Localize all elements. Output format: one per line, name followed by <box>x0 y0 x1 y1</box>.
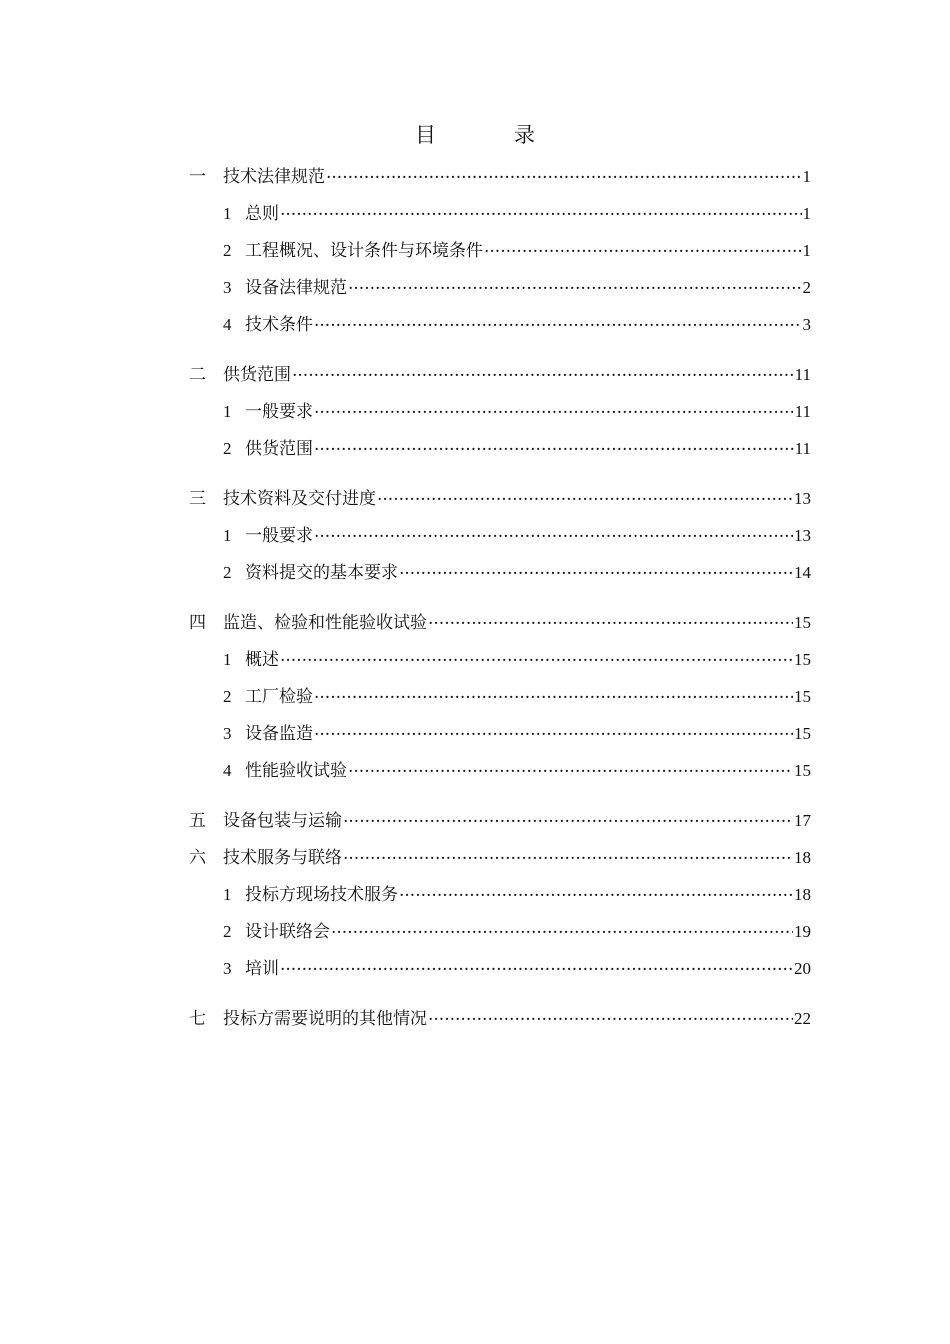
toc-entry-page: 15 <box>794 613 811 632</box>
toc-entry-label: 一般要求 <box>245 402 313 422</box>
toc-entry[interactable] <box>189 913 811 950</box>
toc-leader-dots <box>377 487 793 504</box>
toc-entry-number: 3 <box>223 724 232 743</box>
toc-entry-label: 供货范围 <box>245 439 313 459</box>
toc-entry-number: 四 <box>189 613 206 632</box>
toc-entry-number: 六 <box>189 848 206 867</box>
toc-entry-number: 三 <box>189 489 206 508</box>
toc-entry-label: 工程概况、设计条件与环境条件 <box>245 241 483 261</box>
toc-leader-dots <box>348 759 793 776</box>
toc-entry[interactable] <box>189 517 811 554</box>
toc-entry[interactable] <box>189 802 811 839</box>
toc-leader-dots <box>399 561 793 578</box>
toc-entry[interactable] <box>189 839 811 876</box>
toc-title <box>0 120 950 150</box>
toc-entry-page: 13 <box>794 489 811 508</box>
toc-entry-page: 19 <box>794 922 811 941</box>
toc-entry-label: 技术法律规范 <box>223 167 325 187</box>
toc-entry-label: 设备法律规范 <box>245 278 347 298</box>
toc-entry-page: 11 <box>794 365 811 384</box>
toc-entry-page: 22 <box>794 1009 811 1028</box>
toc-entry-label: 监造、检验和性能验收试验 <box>223 613 427 633</box>
toc-leader-dots <box>326 165 802 182</box>
toc-entry-page: 18 <box>794 848 811 867</box>
table-of-contents <box>189 158 811 1037</box>
toc-leader-dots <box>314 685 793 702</box>
toc-leader-dots <box>280 957 793 974</box>
toc-entry-page: 15 <box>794 650 811 669</box>
toc-entry-label: 培训 <box>245 959 279 979</box>
toc-entry[interactable] <box>189 876 811 913</box>
toc-entry[interactable] <box>189 430 811 467</box>
toc-entry-number: 2 <box>223 241 232 260</box>
toc-entry-label: 供货范围 <box>223 365 291 385</box>
toc-entry-number: 3 <box>223 278 232 297</box>
toc-entry-page: 15 <box>794 724 811 743</box>
toc-entry-label: 技术服务与联络 <box>223 848 342 868</box>
toc-entry[interactable] <box>189 480 811 517</box>
toc-entry-page: 3 <box>802 315 811 334</box>
toc-entry-label: 总则 <box>245 204 279 224</box>
toc-entry[interactable] <box>189 306 811 343</box>
toc-entry-number: 七 <box>189 1009 206 1028</box>
toc-entry[interactable] <box>189 393 811 430</box>
toc-entry-page: 1 <box>802 167 811 186</box>
toc-entry-label: 设计联络会 <box>245 922 330 942</box>
toc-entry[interactable] <box>189 678 811 715</box>
toc-entry[interactable] <box>189 158 811 195</box>
toc-entry-number: 4 <box>223 761 232 780</box>
toc-entry-page: 13 <box>794 526 811 545</box>
toc-entry-number: 2 <box>223 439 232 458</box>
toc-entry-page: 2 <box>802 278 811 297</box>
toc-leader-dots <box>343 809 793 826</box>
toc-entry-number: 1 <box>223 650 232 669</box>
toc-entry-label: 技术资料及交付进度 <box>223 489 376 509</box>
toc-entry-label: 设备包装与运输 <box>223 811 342 831</box>
toc-entry-number: 一 <box>189 167 206 186</box>
toc-leader-dots <box>484 239 802 256</box>
toc-leader-dots <box>428 1007 793 1024</box>
toc-entry-page: 18 <box>794 885 811 904</box>
toc-entry-page: 1 <box>802 204 811 223</box>
toc-title-char-1: 目 <box>415 123 436 147</box>
toc-entry-label: 一般要求 <box>245 526 313 546</box>
toc-entry-page: 17 <box>794 811 811 830</box>
toc-leader-dots <box>348 276 802 293</box>
toc-leader-dots <box>280 648 793 665</box>
toc-entry[interactable] <box>189 715 811 752</box>
toc-entry-number: 2 <box>223 563 232 582</box>
toc-entry-label: 工厂检验 <box>245 687 313 707</box>
toc-entry-label: 技术条件 <box>245 315 313 335</box>
toc-entry-page: 15 <box>794 761 811 780</box>
toc-entry-page: 20 <box>794 959 811 978</box>
toc-entry-number: 1 <box>223 402 232 421</box>
toc-entry-label: 设备监造 <box>245 724 313 744</box>
toc-entry-page: 1 <box>802 241 811 260</box>
toc-entry-number: 2 <box>223 687 232 706</box>
toc-entry[interactable] <box>189 950 811 987</box>
toc-entry[interactable] <box>189 195 811 232</box>
toc-leader-dots <box>314 400 794 417</box>
toc-entry[interactable] <box>189 604 811 641</box>
toc-entry-number: 2 <box>223 922 232 941</box>
toc-entry-page: 14 <box>794 563 811 582</box>
toc-entry-number: 1 <box>223 204 232 223</box>
toc-entry[interactable] <box>189 232 811 269</box>
toc-entry-label: 性能验收试验 <box>245 761 347 781</box>
toc-entry-page: 15 <box>794 687 811 706</box>
toc-leader-dots <box>314 524 793 541</box>
toc-leader-dots <box>399 883 793 900</box>
toc-entry[interactable] <box>189 269 811 306</box>
toc-entry[interactable] <box>189 554 811 591</box>
toc-leader-dots <box>343 846 793 863</box>
toc-entry-number: 4 <box>223 315 232 334</box>
toc-entry-label: 投标方现场技术服务 <box>245 885 398 905</box>
toc-leader-dots <box>280 202 802 219</box>
toc-entry[interactable] <box>189 1000 811 1037</box>
toc-entry[interactable] <box>189 752 811 789</box>
toc-leader-dots <box>314 437 794 454</box>
toc-entry-page: 11 <box>794 402 811 421</box>
toc-entry-label: 投标方需要说明的其他情况 <box>223 1009 427 1029</box>
toc-leader-dots <box>314 313 802 330</box>
toc-entry-label: 概述 <box>245 650 279 670</box>
toc-entry-number: 二 <box>189 365 206 384</box>
toc-entry[interactable] <box>189 641 811 678</box>
toc-entry-page: 11 <box>794 439 811 458</box>
toc-leader-dots <box>331 920 793 937</box>
toc-leader-dots <box>314 722 793 739</box>
toc-entry-number: 五 <box>189 811 206 830</box>
toc-leader-dots <box>428 611 793 628</box>
toc-leader-dots <box>292 363 794 380</box>
toc-entry-number: 1 <box>223 526 232 545</box>
toc-entry[interactable] <box>189 356 811 393</box>
toc-entry-number: 3 <box>223 959 232 978</box>
toc-entry-label: 资料提交的基本要求 <box>245 563 398 583</box>
toc-entry-number: 1 <box>223 885 232 904</box>
toc-title-char-2: 录 <box>514 123 535 147</box>
